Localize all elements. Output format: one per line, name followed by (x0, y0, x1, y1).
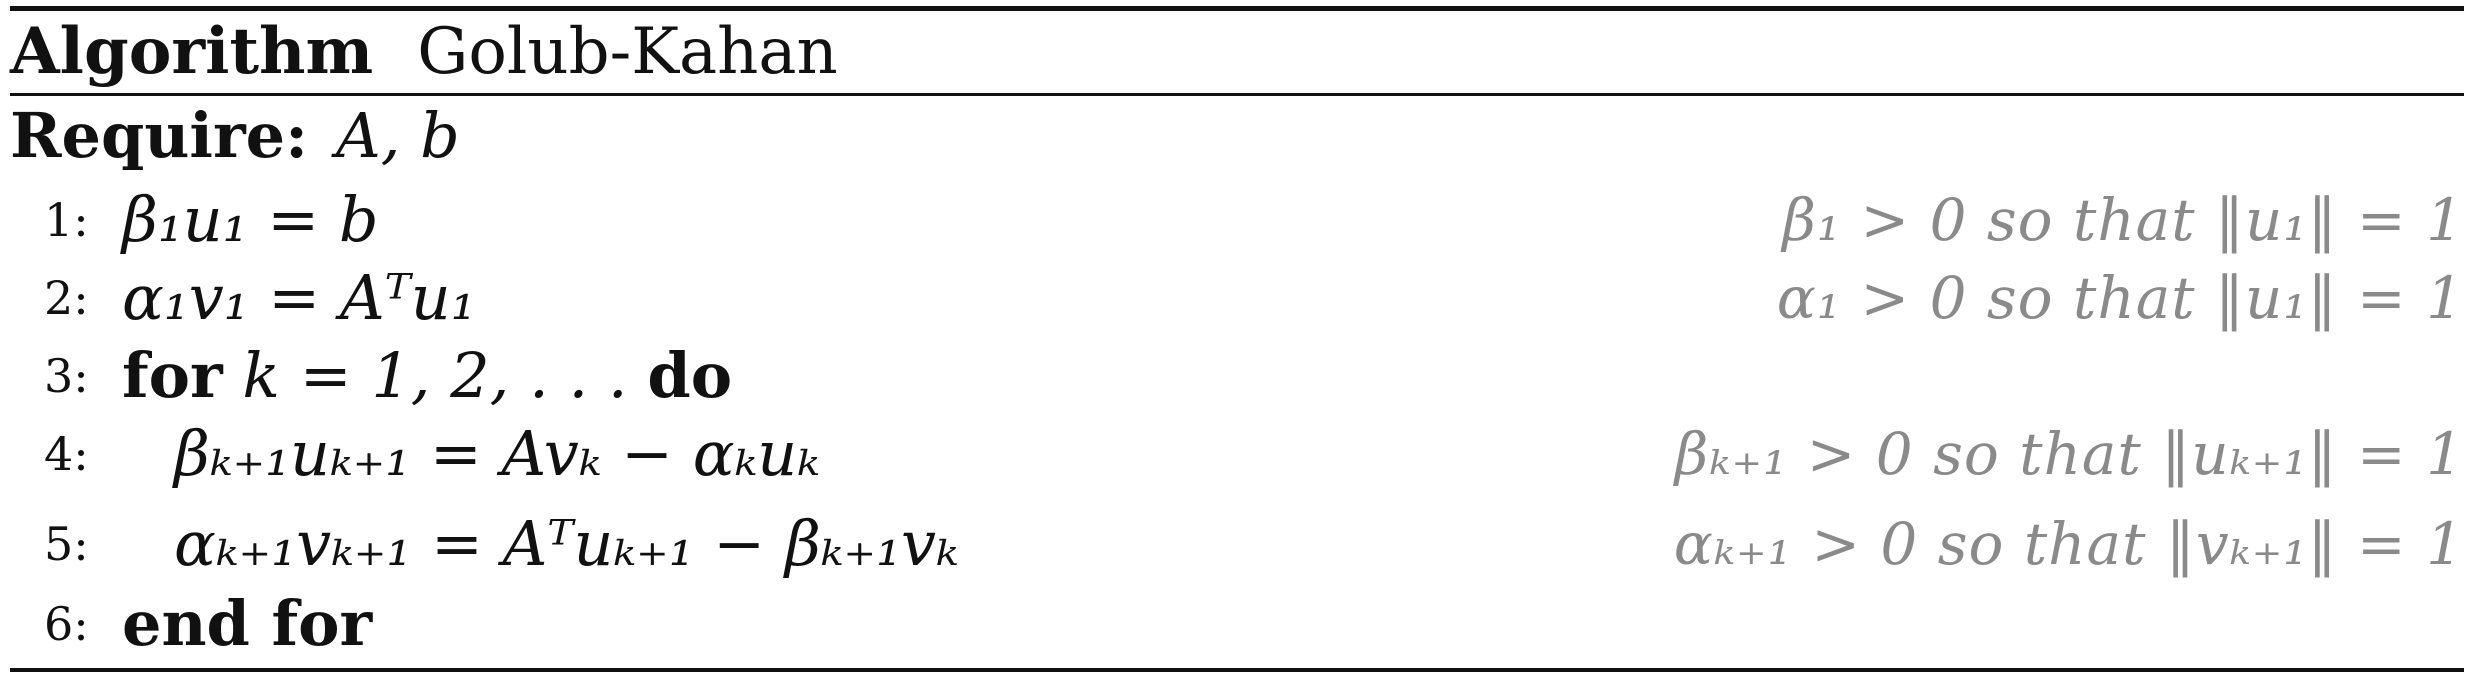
algorithm-name: Golub-Kahan (417, 15, 838, 89)
line-comment: βₖ₊₁ > 0 so that ‖uₖ₊₁‖ = 1 (1674, 420, 2464, 488)
line-comment: α₁ > 0 so that ‖u₁‖ = 1 (1776, 264, 2464, 332)
line-number: 1: (44, 193, 89, 247)
loop-range: k = 1, 2, . . . (242, 339, 628, 412)
algorithm-keyword: Algorithm (10, 14, 374, 89)
require-args: A, b (335, 99, 460, 172)
line-code: β₁u₁ = b (122, 183, 379, 256)
do-keyword: do (647, 339, 733, 412)
header-rule (10, 93, 2464, 96)
algorithm-header (10, 14, 838, 90)
algorithm-line-4 (10, 414, 2464, 494)
line-comment: β₁ > 0 so that ‖u₁‖ = 1 (1782, 186, 2464, 254)
require-keyword: Require: (10, 99, 308, 172)
line-number: 6: (44, 597, 89, 651)
algorithm-block (10, 0, 2464, 679)
line-number: 4: (44, 427, 89, 481)
for-keyword: for (122, 339, 223, 412)
top-rule (10, 6, 2464, 11)
line-number: 2: (44, 271, 89, 325)
line-code (122, 336, 732, 416)
algorithm-line-6 (10, 584, 2464, 664)
algorithm-line-1 (10, 180, 2464, 260)
algorithm-line-5 (10, 504, 2464, 584)
line-code: αₖ₊₁vₖ₊₁ = Aᵀuₖ₊₁ − βₖ₊₁vₖ (174, 507, 959, 580)
algorithm-line-2 (10, 258, 2464, 338)
line-code: α₁v₁ = Aᵀu₁ (122, 261, 476, 334)
algorithm-line-3 (10, 336, 2464, 416)
line-comment: αₖ₊₁ > 0 so that ‖vₖ₊₁‖ = 1 (1673, 510, 2464, 578)
line-number: 5: (44, 517, 89, 571)
end-for-keyword: end for (122, 587, 373, 660)
line-code: βₖ₊₁uₖ₊₁ = Avₖ − αₖuₖ (174, 417, 820, 490)
line-code (122, 584, 372, 664)
line-number: 3: (44, 349, 89, 403)
require-line (10, 98, 460, 174)
bottom-rule (10, 668, 2464, 672)
